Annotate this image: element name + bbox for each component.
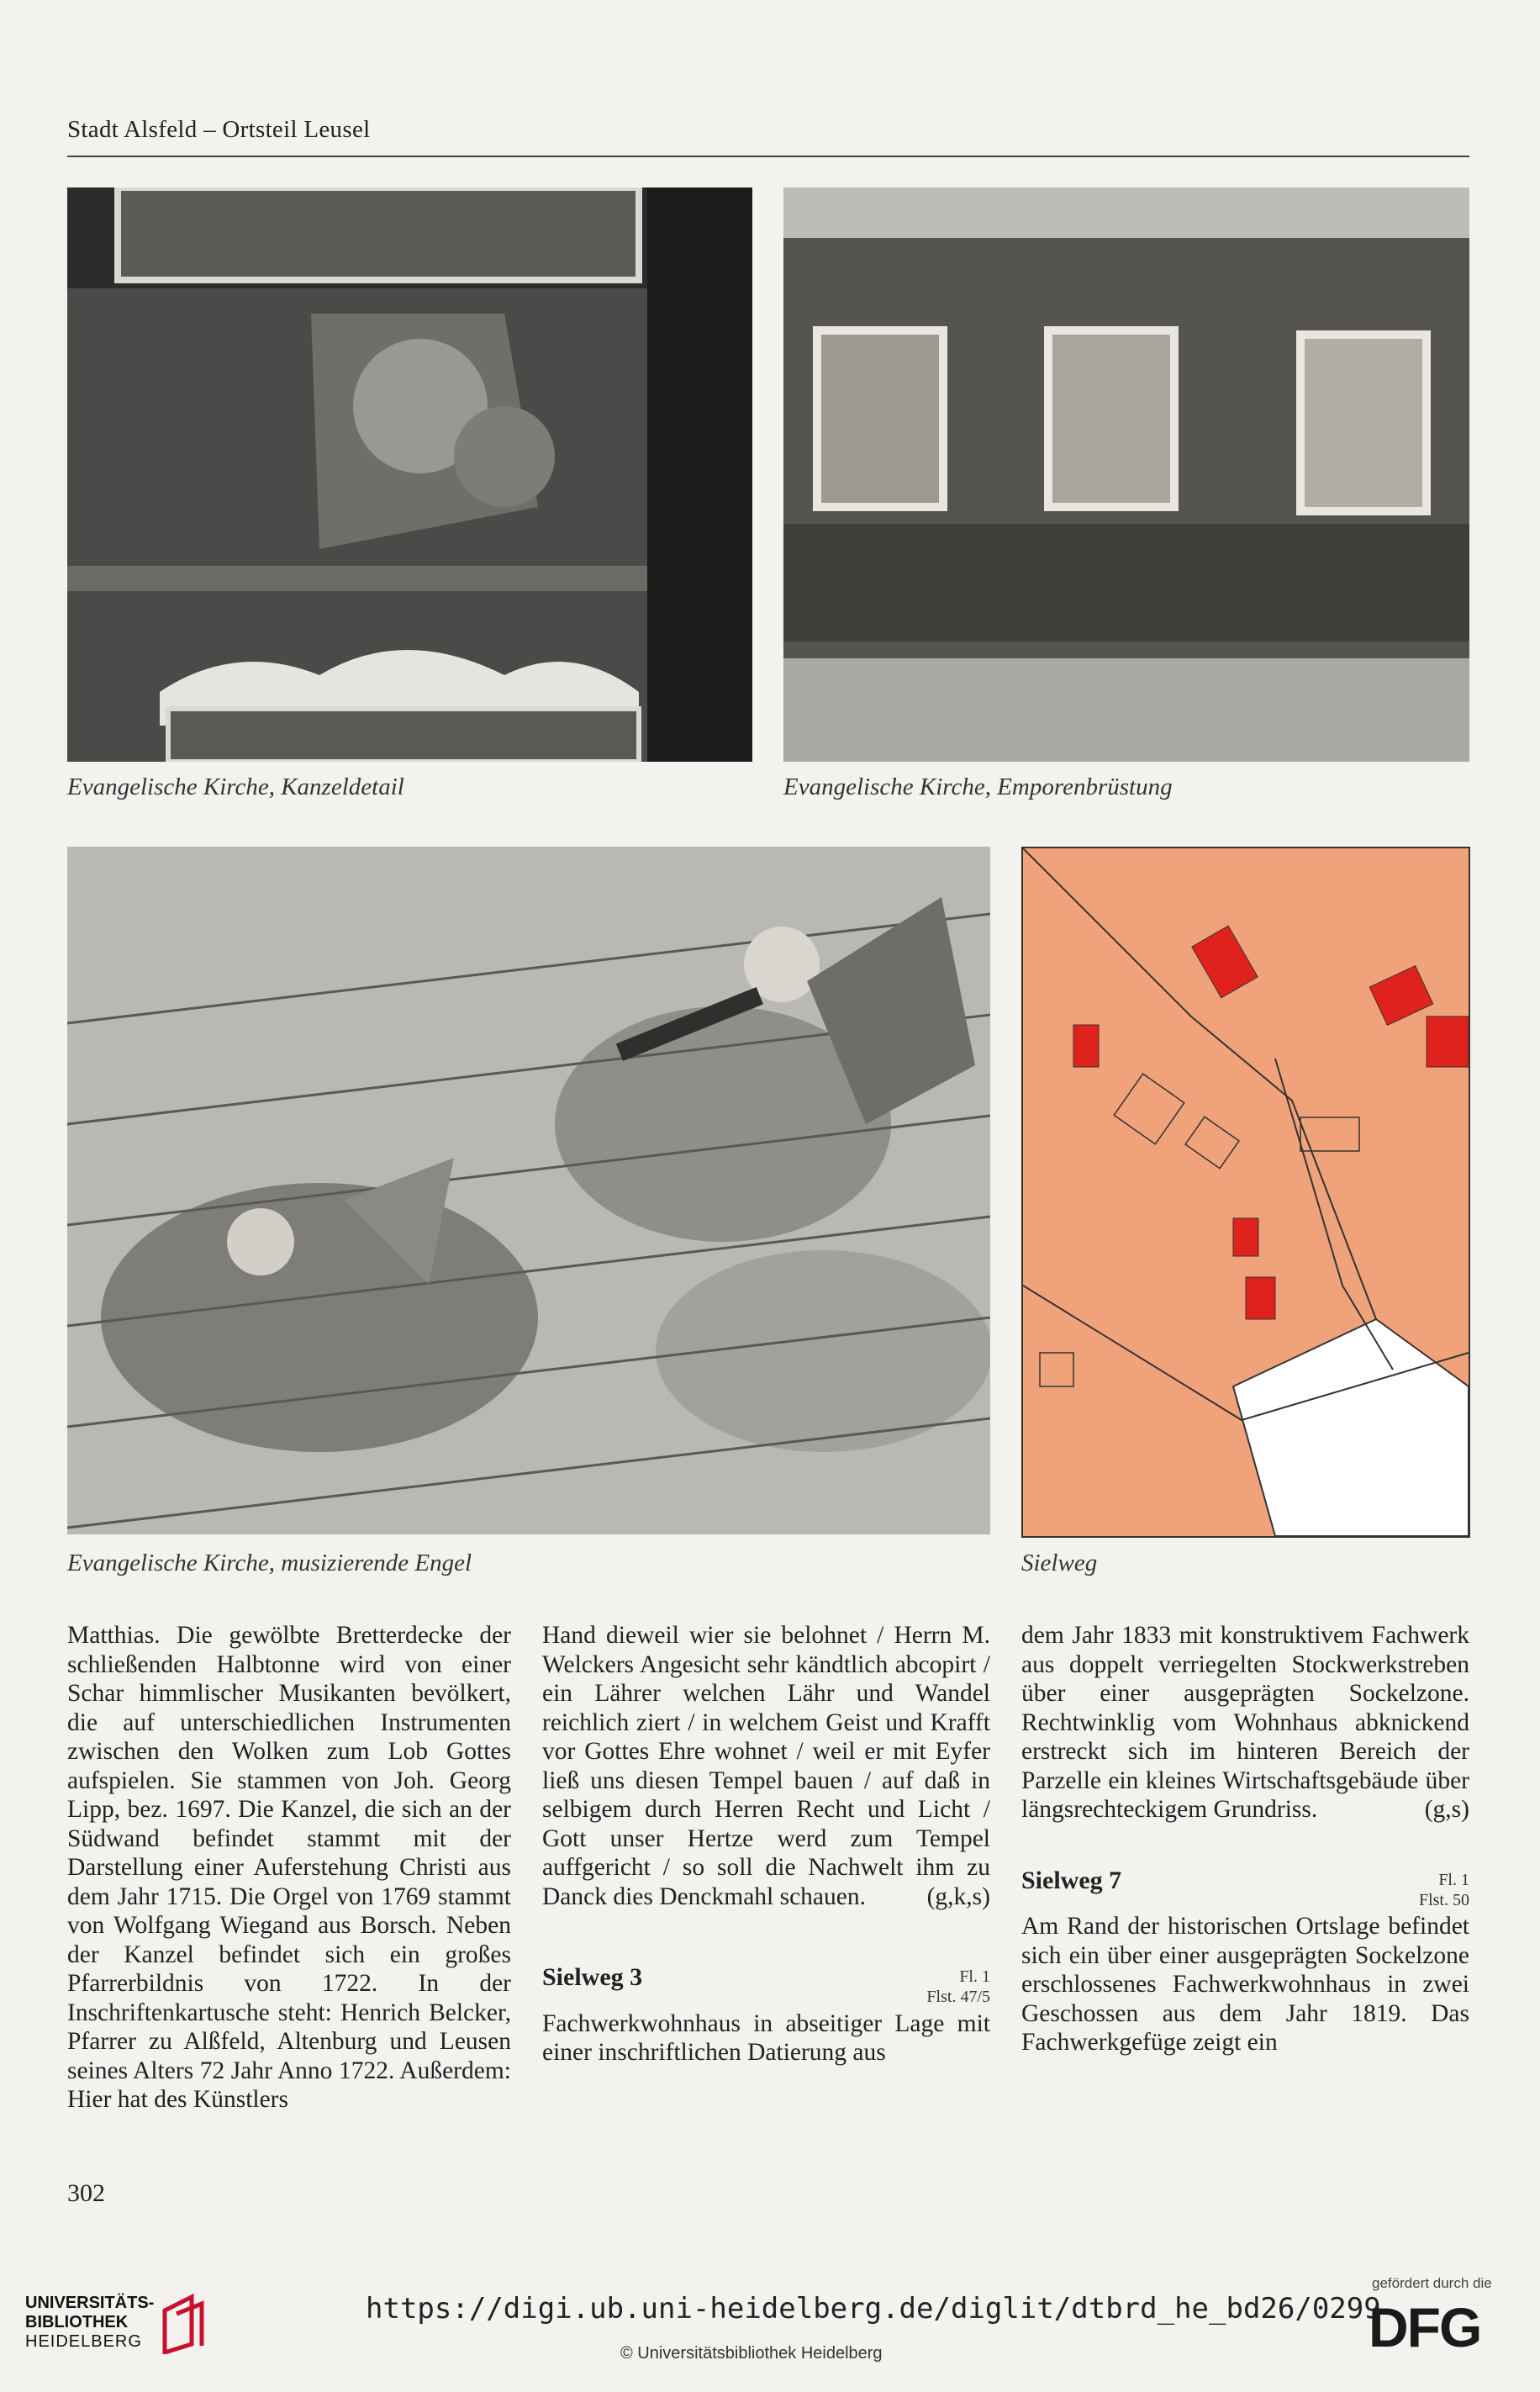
- running-head: Stadt Alsfeld – Ortsteil Leusel: [67, 116, 371, 143]
- flurstueck: Flst. 47/5: [926, 1988, 990, 2006]
- library-name-line1: UNIVERSITÄTS-: [25, 2294, 155, 2312]
- dfg-logo: DFG: [1369, 2296, 1481, 2358]
- body-text: Matthias. Die gewölbte Bretterdecke der schließenden Halbtonne wird von einer Schar himmlischer Musikanten bevölkert, die auf unterschiedlichen Instrumenten zwischen den Wolken zum Lob Gottes aufspielen. Sie stammen von Joh. Georg Lipp, bez. 1697. Die Kanzel, die sich an der Südwand befindet stammt mit der Darstellung einer Auferstehung Christi aus dem Jahr 1715. Die Orgel von 1769 stammt von Wolfgang Wiegand aus Borsch. Neben der Kanzel befindet sich ein großes Pfarrerbildnis von 1722. In der Inschriftenkartusche steht: Henrich Belcker, Pfarrer zu Alßfeld, Altenburg und Leusen seines Alters 72 Jahr Anno 1722. Außerdem: Hier hat des Künstlers: [67, 1622, 511, 2113]
- page-number: 302: [67, 2179, 105, 2207]
- flur-info: [1419, 1870, 1469, 1910]
- listed-building: [1427, 1016, 1469, 1067]
- body-text: dem Jahr 1833 mit konstruktivem Fachwerk aus doppelt verriegelten Stockwerkstreben über einer ausgeprägten Sockelzone. Rechtwinklig vom Wohnhaus abknickend erstreckt sich im hinteren Bereich der Parzelle ein kleines Wirtschaftsgebäude über längsrechteckigem Grundriss.: [1021, 1622, 1469, 1823]
- photo-musizierende-engel: [67, 847, 990, 1534]
- body-text: Hand dieweil wier sie belohnet / Herrn M. Welckers Angesicht sehr kändtlich abcopirt / ein Lährer welchen Lähr und Wandel reichlich ziert / in welchem Geist und Krafft vor Gottes Ehre wohnet / weil er mit Eyfer ließ uns diesen Tempel bauen / auf daß in selbigem durch Herren Recht und Licht / Gott unser Hertze werd zum Tempel auffgericht / so soll die Nachwelt ihm zu Danck dies Denckmahl schauen.: [542, 1622, 990, 1910]
- permalink-url[interactable]: https://digi.ub.uni-heidelberg.de/diglit/dtbrd_he_bd26/0299: [366, 2292, 1381, 2326]
- caption-kanzeldetail: Evangelische Kirche, Kanzeldetail: [67, 774, 404, 800]
- author-ref: (g,s): [1424, 1796, 1469, 1823]
- entry-text: Fachwerkwohnhaus in abseitiger Lage mit einer inschriftlichen Datierung aus: [542, 2009, 990, 2066]
- library-name-line3: HEIDELBERG: [25, 2332, 142, 2351]
- entry-title: Sielweg 3: [542, 1963, 643, 1991]
- photo-emporenbruestung: [783, 187, 1469, 762]
- library-logo: [25, 2294, 154, 2352]
- flurstueck: Flst. 50: [1418, 1890, 1469, 1909]
- photo-kanzeldetail: [67, 187, 752, 762]
- library-emblem-icon: [158, 2294, 208, 2354]
- entry-text: Am Rand der historischen Ortslage befindet sich ein über einer ausgeprägten Sockelzone erschlossenes Fachwerkwohnhaus in zwei Geschossen aus dem Jahr 1819. Das Fachwerkgefüge zeigt ein: [1021, 1913, 1469, 2056]
- caption-musizierende-engel: Evangelische Kirche, musizierende Engel: [67, 1550, 472, 1576]
- text-column-left: [67, 1621, 511, 2115]
- cadastral-map: [1021, 847, 1470, 1538]
- header-rule: [67, 156, 1469, 157]
- entry-sielweg-7: [1021, 1867, 1469, 2057]
- flur-info: [926, 1967, 990, 2007]
- entry-sielweg-3: [542, 1963, 990, 2067]
- entry-title: Sielweg 7: [1021, 1866, 1122, 1894]
- listed-building: [1233, 1218, 1258, 1256]
- text-column-middle: [542, 1621, 990, 2067]
- flur: Fl. 1: [959, 1967, 990, 1986]
- text-column-right: [1021, 1621, 1469, 2057]
- listed-building: [1073, 1025, 1099, 1067]
- copyright-line: © Universitätsbibliothek Heidelberg: [620, 2344, 883, 2363]
- caption-emporenbruestung: Evangelische Kirche, Emporenbrüstung: [783, 774, 1173, 800]
- listed-building: [1246, 1277, 1275, 1319]
- library-name-line2: BIBLIOTHEK: [25, 2313, 129, 2331]
- author-ref: (g,k,s): [926, 1882, 990, 1910]
- funded-by-label: gefördert durch die: [1372, 2275, 1492, 2291]
- caption-sielweg-map: Sielweg: [1021, 1550, 1098, 1576]
- flur: Fl. 1: [1438, 1870, 1469, 1889]
